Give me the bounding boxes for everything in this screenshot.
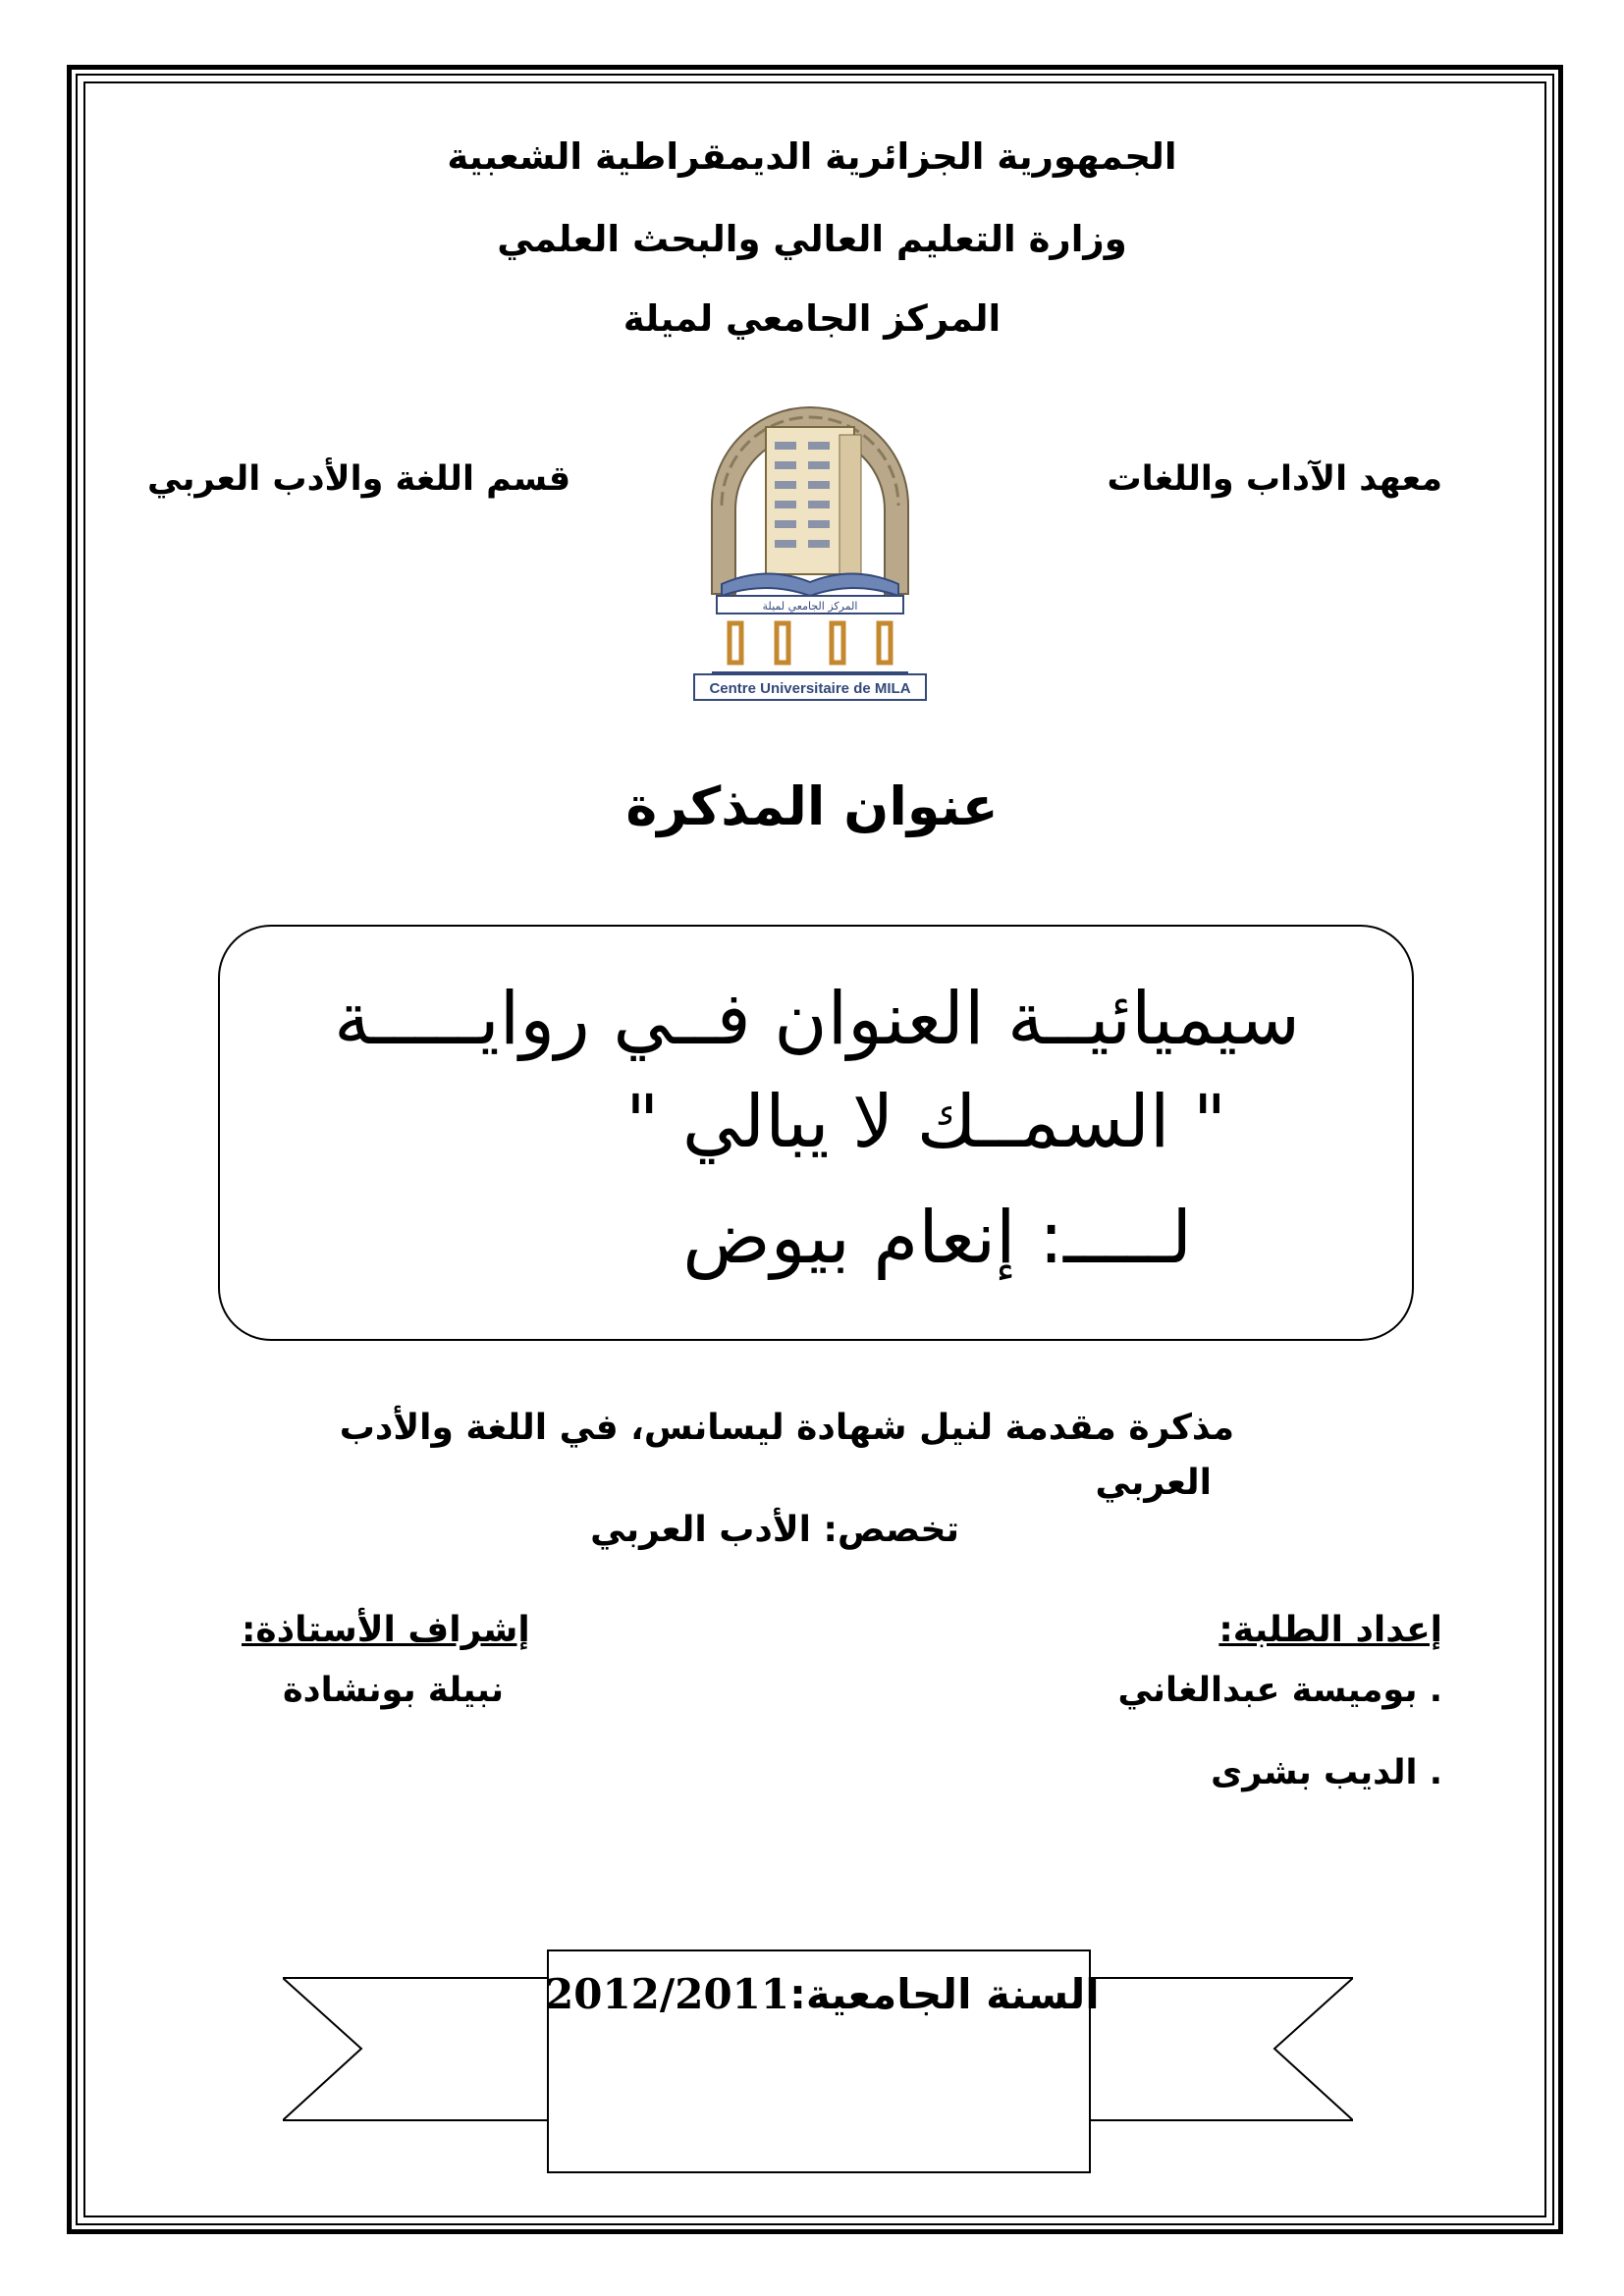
title-line-3: لـــــ: إنعام بيوض: [682, 1196, 1192, 1280]
title-line-2: " السمــك لا يبالي ": [625, 1080, 1226, 1164]
university-logo: [692, 388, 928, 702]
title-line-1: سيميائيــة العنوان فــي روايـــــة: [334, 977, 1300, 1061]
purpose-line-2: العربي: [1095, 1463, 1212, 1503]
logo-caption-ar: المركز الجامعي لميلة: [762, 600, 858, 613]
logo-caption-fr: Centre Universitaire de MILA: [709, 680, 911, 697]
supervisor-label: إشراف الأستاذة:: [242, 1610, 530, 1650]
purpose-line-1: مذكرة مقدمة لنيل شهادة ليسانس، في اللغة والأدب: [339, 1408, 1234, 1448]
ministry-header: وزارة التعليم العالي والبحث العلمي: [497, 218, 1127, 260]
center-header: المركز الجامعي لميلة: [623, 297, 1001, 340]
academic-year-value: 2012/2011: [545, 1970, 790, 2018]
academic-year-label: السنة الجامعية:: [789, 1970, 1100, 2018]
department-name: قسم اللغة والأدب العربي: [147, 459, 571, 499]
student-name-1: . بوميسة عبدالغاني: [1117, 1671, 1442, 1710]
republic-header: الجمهورية الجزائرية الديمقراطية الشعبية: [447, 135, 1177, 178]
memoir-title-label: عنوان المذكرة: [625, 775, 999, 837]
academic-year: [545, 1970, 1100, 2018]
institute-name: معهد الآداب واللغات: [1107, 459, 1442, 499]
student-name-2: . الديب بشرى: [1211, 1753, 1442, 1792]
students-label: إعداد الطلبة:: [1218, 1610, 1442, 1650]
supervisor-name: نبيلة بونشادة: [283, 1671, 505, 1710]
specialty: تخصص: الأدب العربي: [590, 1510, 959, 1550]
